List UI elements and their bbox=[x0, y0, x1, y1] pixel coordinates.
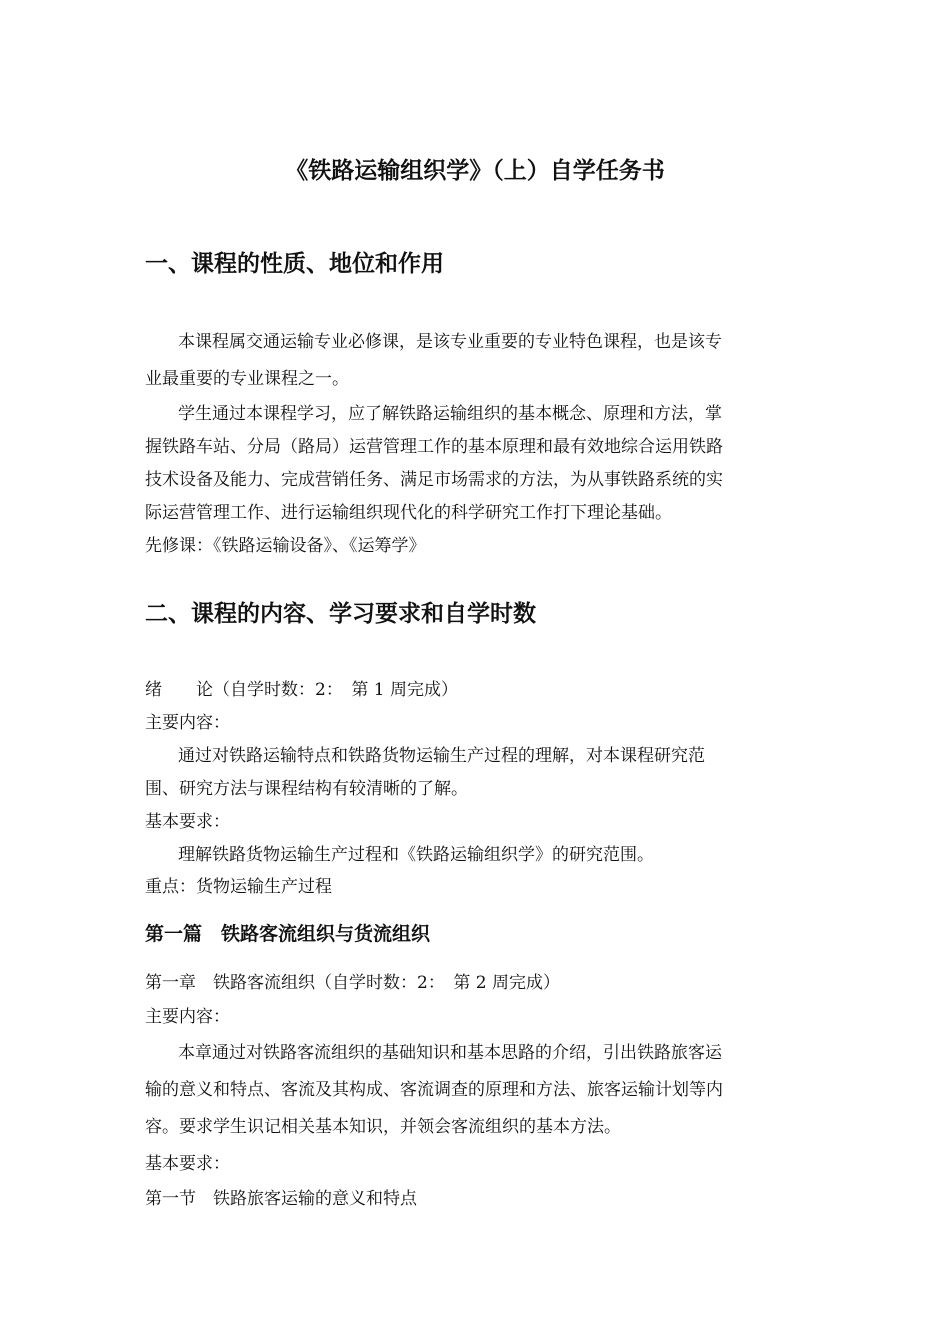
intro-content-line-1: 通过对铁路运输特点和铁路货物运输生产过程的理解，对本课程研究范 bbox=[178, 746, 705, 766]
paragraph-1-line-1: 本课程属交通运输专业必修课，是该专业重要的专业特色课程，也是该专 bbox=[178, 332, 722, 352]
chapter-1-heading: 第一章 铁路客流组织（自学时数：2： 第 2 周完成） bbox=[145, 973, 560, 993]
intro-heading: 绪 论（自学时数：2： 第 1 周完成） bbox=[145, 680, 458, 700]
chapter-1-content-line-2: 输的意义和特点、客流及其构成、客流调查的原理和方法、旅客运输计划等内 bbox=[145, 1080, 723, 1100]
intro-content-label: 主要内容： bbox=[145, 713, 230, 733]
chapter-1-content-line-1: 本章通过对铁路客流组织的基础知识和基本思路的介绍，引出铁路旅客运 bbox=[178, 1043, 722, 1063]
paragraph-2-line-1: 学生通过本课程学习，应了解铁路运输组织的基本概念、原理和方法，掌 bbox=[178, 404, 722, 424]
chapter-1-content-label: 主要内容： bbox=[145, 1007, 230, 1027]
section-heading-2: 二、课程的内容、学习要求和自学时数 bbox=[145, 601, 536, 627]
intro-key-point: 重点：货物运输生产过程 bbox=[145, 877, 332, 897]
paragraph-2-line-3: 技术设备及能力、完成营销任务、满足市场需求的方法，为从事铁路系统的实 bbox=[145, 470, 723, 490]
intro-content-line-2: 围、研究方法与课程结构有较清晰的了解。 bbox=[145, 779, 468, 799]
intro-requirement-label: 基本要求： bbox=[145, 812, 230, 832]
chapter-1-section-1: 第一节 铁路旅客运输的意义和特点 bbox=[145, 1189, 417, 1209]
prerequisite-courses: 先修课：《铁路运输设备》、《运筹学》 bbox=[145, 536, 426, 556]
section-heading-1: 一、课程的性质、地位和作用 bbox=[145, 251, 444, 277]
chapter-1-requirement-label: 基本要求： bbox=[145, 1154, 230, 1174]
chapter-1-content-line-3: 容。要求学生识记相关基本知识，并领会客流组织的基本方法。 bbox=[145, 1117, 621, 1137]
paragraph-1-line-2: 业最重要的专业课程之一。 bbox=[145, 369, 349, 389]
paragraph-2-line-2: 握铁路车站、分局（路局）运营管理工作的基本原理和最有效地综合运用铁路 bbox=[145, 437, 723, 457]
part-1-heading: 第一篇 铁路客流组织与货流组织 bbox=[145, 923, 431, 945]
paragraph-2-line-4: 际运营管理工作、进行运输组织现代化的科学研究工作打下理论基础。 bbox=[145, 503, 672, 523]
intro-requirement: 理解铁路货物运输生产过程和《铁路运输组织学》的研究范围。 bbox=[178, 845, 654, 865]
document-title: 《铁路运输组织学》（上）自学任务书 bbox=[285, 158, 665, 184]
